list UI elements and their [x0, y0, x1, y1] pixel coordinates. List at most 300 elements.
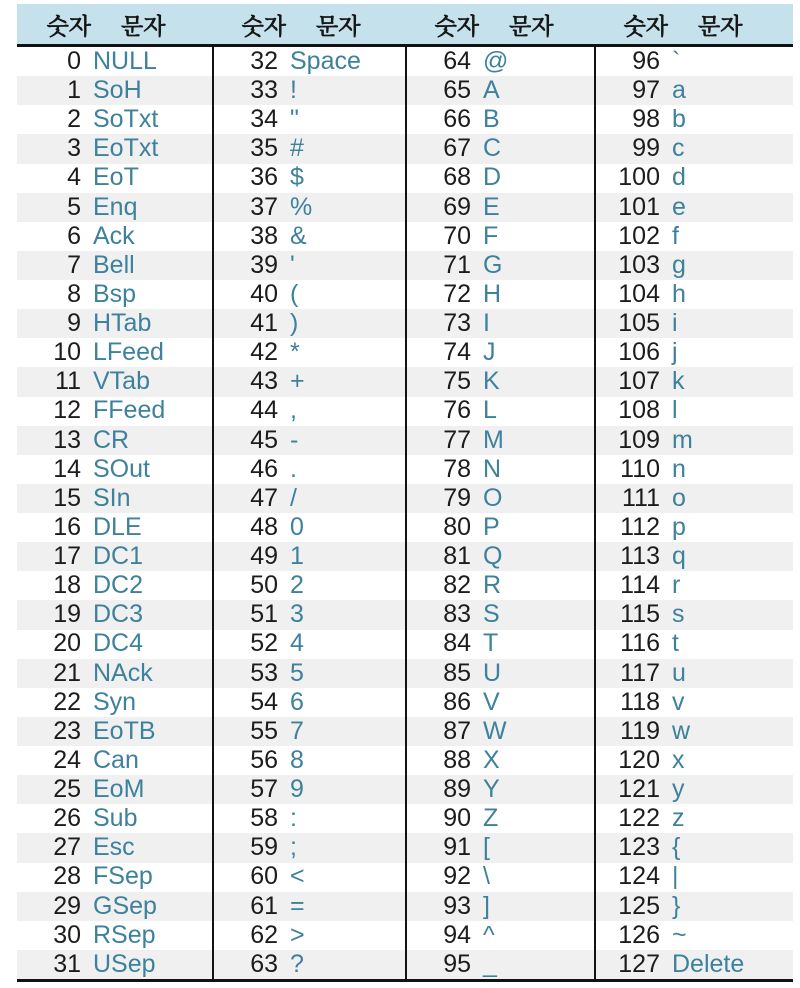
table-row	[214, 193, 405, 222]
ascii-character-name: >	[290, 920, 305, 949]
ascii-character-name: X	[483, 745, 500, 774]
ascii-code-number: 103	[618, 250, 660, 279]
table-row	[407, 804, 594, 833]
table-row	[407, 921, 594, 950]
ascii-character-name: RSep	[93, 920, 156, 949]
ascii-code-number: 29	[53, 891, 81, 920]
table-row	[407, 892, 594, 921]
ascii-code-number: 1	[67, 76, 81, 105]
table-row	[17, 280, 212, 309]
table-row	[214, 775, 405, 804]
ascii-code-number: 84	[443, 629, 471, 658]
ascii-code-number: 49	[250, 542, 278, 571]
ascii-character-name: +	[290, 367, 305, 396]
ascii-character-name: ~	[672, 920, 687, 949]
ascii-character-name: 4	[290, 629, 304, 658]
ascii-character-name: EoM	[93, 775, 145, 804]
table-row	[596, 397, 793, 426]
table-row	[407, 863, 594, 892]
ascii-code-number: 28	[53, 862, 81, 891]
table-row	[407, 426, 594, 455]
ascii-code-number: 50	[250, 571, 278, 600]
ascii-character-name: ?	[290, 949, 304, 978]
ascii-code-number: 81	[443, 542, 471, 571]
ascii-code-number: 120	[618, 745, 660, 774]
ascii-character-name: c	[672, 134, 685, 163]
ascii-code-number: 114	[620, 571, 660, 600]
ascii-code-number: 74	[443, 338, 471, 367]
table-row	[596, 134, 793, 163]
ascii-character-name: v	[672, 687, 685, 716]
table-row	[407, 717, 594, 746]
ascii-character-name: '	[290, 250, 295, 279]
ascii-code-number: 26	[53, 804, 81, 833]
ascii-code-number: 102	[618, 221, 660, 250]
ascii-character-name: j	[672, 338, 678, 367]
table-column-group-1	[17, 47, 212, 979]
ascii-character-name: L	[483, 396, 497, 425]
ascii-character-name: D	[483, 163, 502, 192]
ascii-character-name: 2	[290, 571, 304, 600]
ascii-character-name: i	[672, 309, 678, 338]
ascii-character-name: Q	[483, 542, 503, 571]
ascii-code-number: 36	[250, 163, 278, 192]
table-row	[596, 804, 793, 833]
ascii-character-name: N	[483, 454, 502, 483]
ascii-code-number: 61	[250, 891, 278, 920]
ascii-code-number: 62	[250, 920, 278, 949]
table-column-group-4	[594, 47, 793, 979]
ascii-character-name: S	[483, 600, 500, 629]
ascii-code-number: 104	[618, 279, 660, 308]
table-row	[214, 542, 405, 571]
table-row	[596, 630, 793, 659]
table-row	[17, 688, 212, 717]
table-row	[17, 47, 212, 76]
table-row	[596, 775, 793, 804]
table-row	[214, 251, 405, 280]
table-row	[17, 775, 212, 804]
table-row	[407, 600, 594, 629]
ascii-character-name: SIn	[93, 483, 131, 512]
ascii-character-name: NAck	[93, 658, 153, 687]
ascii-code-number: 64	[443, 46, 471, 75]
ascii-code-number: 109	[618, 425, 660, 454]
ascii-character-name: 6	[290, 687, 304, 716]
ascii-code-number: 88	[443, 745, 471, 774]
ascii-character-name: A	[483, 76, 500, 105]
ascii-code-number: 65	[443, 76, 471, 105]
ascii-character-name: ,	[290, 396, 297, 425]
ascii-code-number: 27	[53, 833, 81, 862]
table-row	[214, 600, 405, 629]
ascii-character-name: C	[483, 134, 502, 163]
ascii-character-name: .	[290, 454, 297, 483]
ascii-code-number: 11	[55, 367, 81, 396]
table-row	[17, 513, 212, 542]
table-row	[17, 600, 212, 629]
ascii-code-number: 17	[53, 542, 81, 571]
ascii-code-number: 127	[618, 949, 660, 978]
table-row	[17, 134, 212, 163]
table-row	[596, 309, 793, 338]
ascii-character-name: (	[290, 279, 299, 308]
ascii-code-number: 107	[618, 367, 660, 396]
table-row	[214, 513, 405, 542]
ascii-character-name: O	[483, 483, 503, 512]
ascii-character-name: x	[672, 745, 685, 774]
table-row	[17, 397, 212, 426]
table-row	[407, 571, 594, 600]
table-row	[17, 892, 212, 921]
ascii-character-name: _	[483, 949, 497, 978]
ascii-character-name: @	[483, 46, 509, 75]
ascii-character-name: %	[290, 192, 313, 221]
ascii-code-number: 39	[250, 250, 278, 279]
table-row	[17, 251, 212, 280]
table-row	[17, 833, 212, 862]
ascii-code-number: 90	[443, 804, 471, 833]
header-char-label: 문자	[316, 12, 361, 39]
ascii-code-number: 14	[53, 454, 81, 483]
ascii-character-name: d	[672, 163, 686, 192]
ascii-code-number: 119	[620, 716, 660, 745]
ascii-character-name: Enq	[93, 192, 138, 221]
ascii-character-name: u	[672, 658, 686, 687]
ascii-code-number: 51	[250, 600, 278, 629]
ascii-character-name: y	[672, 775, 685, 804]
table-row	[596, 892, 793, 921]
table-row	[407, 659, 594, 688]
table-row	[214, 222, 405, 251]
ascii-character-name: Z	[483, 804, 499, 833]
ascii-character-name: M	[483, 425, 504, 454]
table-row	[407, 513, 594, 542]
ascii-character-name: !	[290, 76, 297, 105]
table-row	[596, 921, 793, 950]
ascii-character-name: 0	[290, 512, 304, 541]
ascii-character-name: q	[672, 542, 686, 571]
ascii-code-number: 2	[67, 105, 81, 134]
ascii-code-number: 82	[443, 571, 471, 600]
ascii-character-name: p	[672, 512, 686, 541]
ascii-character-name: a	[672, 76, 686, 105]
ascii-character-name: Can	[93, 745, 139, 774]
ascii-character-name: :	[290, 804, 297, 833]
table-row	[17, 542, 212, 571]
ascii-code-number: 32	[250, 46, 278, 75]
ascii-character-name: ]	[483, 891, 490, 920]
ascii-character-name: DC1	[93, 542, 144, 571]
ascii-character-name: b	[672, 105, 686, 134]
header-char-label: 문자	[121, 12, 166, 39]
ascii-character-name: -	[290, 425, 299, 454]
ascii-code-number: 4	[67, 163, 81, 192]
ascii-character-name: H	[483, 279, 502, 308]
ascii-character-name: 5	[290, 658, 304, 687]
ascii-character-name: E	[483, 192, 500, 221]
ascii-code-number: 9	[67, 309, 81, 338]
ascii-code-number: 105	[618, 309, 660, 338]
ascii-code-number: 110	[620, 454, 660, 483]
table-row	[214, 367, 405, 396]
ascii-code-number: 58	[250, 804, 278, 833]
ascii-character-name: 7	[290, 716, 304, 745]
ascii-code-number: 33	[250, 76, 278, 105]
table-row	[596, 222, 793, 251]
table-row	[407, 76, 594, 105]
ascii-character-name: Esc	[93, 833, 135, 862]
table-row	[407, 222, 594, 251]
ascii-code-number: 13	[53, 425, 81, 454]
table-row	[214, 76, 405, 105]
ascii-code-number: 108	[618, 396, 660, 425]
ascii-code-number: 97	[632, 76, 660, 105]
ascii-character-name: LFeed	[93, 338, 164, 367]
table-row	[596, 600, 793, 629]
ascii-code-number: 5	[67, 192, 81, 221]
ascii-character-name: DC2	[93, 571, 144, 600]
ascii-code-number: 43	[250, 367, 278, 396]
table-row	[17, 659, 212, 688]
table-header-row	[17, 4, 793, 47]
ascii-code-number: 117	[620, 658, 660, 687]
ascii-character-name: Syn	[93, 687, 137, 716]
ascii-character-name: &	[290, 221, 307, 250]
ascii-code-number: 10	[53, 338, 81, 367]
ascii-code-number: 0	[67, 46, 81, 75]
ascii-code-number: 125	[618, 891, 660, 920]
table-row	[214, 280, 405, 309]
table-row	[214, 105, 405, 134]
ascii-code-number: 111	[621, 483, 660, 512]
ascii-character-name: Space	[290, 46, 361, 75]
ascii-code-number: 19	[53, 600, 81, 629]
ascii-code-number: 99	[632, 134, 660, 163]
ascii-character-name: 1	[290, 542, 304, 571]
ascii-character-name: SoH	[93, 76, 142, 105]
ascii-character-name: w	[672, 716, 691, 745]
ascii-character-name: =	[290, 891, 305, 920]
table-row	[214, 630, 405, 659]
ascii-character-name: K	[483, 367, 500, 396]
ascii-character-name: "	[290, 105, 299, 134]
ascii-code-number: 78	[443, 454, 471, 483]
header-char-label: 문자	[509, 12, 554, 39]
table-row	[596, 746, 793, 775]
table-row	[17, 804, 212, 833]
ascii-code-number: 45	[250, 425, 278, 454]
ascii-character-name: P	[483, 512, 500, 541]
ascii-code-number: 72	[443, 279, 471, 308]
header-number-label: 숫자	[46, 12, 91, 39]
ascii-character-name: SoTxt	[93, 105, 159, 134]
table-row	[214, 338, 405, 367]
ascii-character-name: n	[672, 454, 686, 483]
table-row	[596, 193, 793, 222]
table-row	[407, 338, 594, 367]
ascii-code-number: 122	[618, 804, 660, 833]
ascii-character-name: USep	[93, 949, 156, 978]
table-row	[17, 222, 212, 251]
table-row	[596, 833, 793, 862]
ascii-character-name: U	[483, 658, 502, 687]
table-row	[17, 863, 212, 892]
ascii-code-number: 25	[53, 775, 81, 804]
table-row	[596, 484, 793, 513]
table-row	[407, 484, 594, 513]
ascii-code-number: 30	[53, 920, 81, 949]
ascii-code-number: 46	[250, 454, 278, 483]
table-row	[214, 804, 405, 833]
ascii-character-name: DC3	[93, 600, 144, 629]
table-row	[214, 688, 405, 717]
table-row	[407, 542, 594, 571]
ascii-character-name: V	[483, 687, 500, 716]
table-row	[17, 630, 212, 659]
ascii-code-number: 115	[620, 600, 660, 629]
table-row	[17, 484, 212, 513]
ascii-code-number: 21	[53, 658, 81, 687]
ascii-character-name: F	[483, 221, 499, 250]
ascii-code-number: 47	[250, 483, 278, 512]
ascii-character-name: FFeed	[93, 396, 166, 425]
table-row	[596, 455, 793, 484]
ascii-code-number: 91	[443, 833, 471, 862]
table-row	[17, 338, 212, 367]
ascii-code-number: 123	[618, 833, 660, 862]
ascii-code-number: 77	[443, 425, 471, 454]
table-row	[214, 455, 405, 484]
ascii-code-number: 79	[443, 483, 471, 512]
ascii-code-number: 67	[443, 134, 471, 163]
ascii-code-number: 35	[250, 134, 278, 163]
table-row	[17, 76, 212, 105]
table-row	[407, 630, 594, 659]
ascii-character-name: Y	[483, 775, 500, 804]
ascii-code-number: 113	[620, 542, 660, 571]
ascii-code-number: 126	[618, 920, 660, 949]
ascii-character-name: $	[290, 163, 304, 192]
ascii-character-name: z	[672, 804, 685, 833]
ascii-code-number: 55	[250, 716, 278, 745]
table-row	[214, 397, 405, 426]
table-row	[214, 571, 405, 600]
ascii-code-number: 83	[443, 600, 471, 629]
ascii-character-name: T	[483, 629, 499, 658]
ascii-character-name: Delete	[672, 949, 745, 978]
table-row	[17, 921, 212, 950]
header-char-label: 문자	[698, 12, 743, 39]
ascii-character-name: DC4	[93, 629, 144, 658]
ascii-character-name: #	[290, 134, 304, 163]
ascii-character-name: SOut	[93, 454, 150, 483]
ascii-character-name: {	[672, 833, 681, 862]
table-row	[596, 659, 793, 688]
ascii-code-number: 18	[53, 571, 81, 600]
ascii-code-number: 41	[250, 309, 278, 338]
ascii-code-number: 71	[443, 250, 471, 279]
table-row	[214, 717, 405, 746]
ascii-character-name: [	[483, 833, 490, 862]
table-row	[17, 426, 212, 455]
ascii-code-number: 94	[443, 920, 471, 949]
table-row	[214, 47, 405, 76]
table-row	[407, 47, 594, 76]
table-row	[17, 105, 212, 134]
ascii-character-name: ^	[483, 920, 495, 949]
table-row	[214, 426, 405, 455]
ascii-character-name: r	[672, 571, 681, 600]
table-row	[17, 571, 212, 600]
table-row	[214, 950, 405, 979]
table-row	[407, 134, 594, 163]
table-row	[596, 950, 793, 979]
table-row	[214, 309, 405, 338]
header-number-label: 숫자	[623, 12, 668, 39]
table-row	[596, 717, 793, 746]
ascii-code-number: 124	[618, 862, 660, 891]
header-group-3	[405, 4, 594, 44]
ascii-code-number: 75	[443, 367, 471, 396]
table-row	[596, 571, 793, 600]
table-column-group-3	[405, 47, 594, 979]
ascii-code-number: 70	[443, 221, 471, 250]
ascii-code-number: 85	[443, 658, 471, 687]
table-row	[596, 513, 793, 542]
table-row	[17, 746, 212, 775]
table-row	[17, 309, 212, 338]
ascii-character-name: G	[483, 250, 503, 279]
ascii-code-number: 53	[250, 658, 278, 687]
table-row	[407, 950, 594, 979]
table-row	[407, 367, 594, 396]
table-row	[407, 309, 594, 338]
table-row	[596, 367, 793, 396]
table-row	[596, 47, 793, 76]
ascii-character-name: Bell	[93, 250, 135, 279]
ascii-character-name: EoTB	[93, 716, 156, 745]
table-row	[407, 193, 594, 222]
ascii-character-name: EoT	[93, 163, 139, 192]
ascii-code-number: 59	[250, 833, 278, 862]
table-row	[214, 833, 405, 862]
ascii-character-name: FSep	[93, 862, 153, 891]
table-column-group-2	[212, 47, 405, 979]
table-row	[596, 426, 793, 455]
ascii-character-name: NULL	[93, 46, 157, 75]
ascii-code-number: 23	[53, 716, 81, 745]
ascii-code-number: 15	[53, 483, 81, 512]
ascii-character-name: J	[483, 338, 496, 367]
ascii-character-name: g	[672, 250, 686, 279]
ascii-character-name: 8	[290, 745, 304, 774]
ascii-character-name: t	[672, 629, 679, 658]
header-number-label: 숫자	[434, 12, 479, 39]
ascii-code-number: 80	[443, 512, 471, 541]
table-row	[214, 863, 405, 892]
ascii-code-number: 98	[632, 105, 660, 134]
ascii-character-name: *	[290, 338, 300, 367]
table-row	[214, 659, 405, 688]
ascii-code-number: 38	[250, 221, 278, 250]
ascii-code-number: 3	[67, 134, 81, 163]
table-row	[596, 688, 793, 717]
ascii-character-name: o	[672, 483, 686, 512]
ascii-character-name: l	[672, 396, 678, 425]
table-row	[407, 280, 594, 309]
ascii-code-number: 73	[443, 309, 471, 338]
